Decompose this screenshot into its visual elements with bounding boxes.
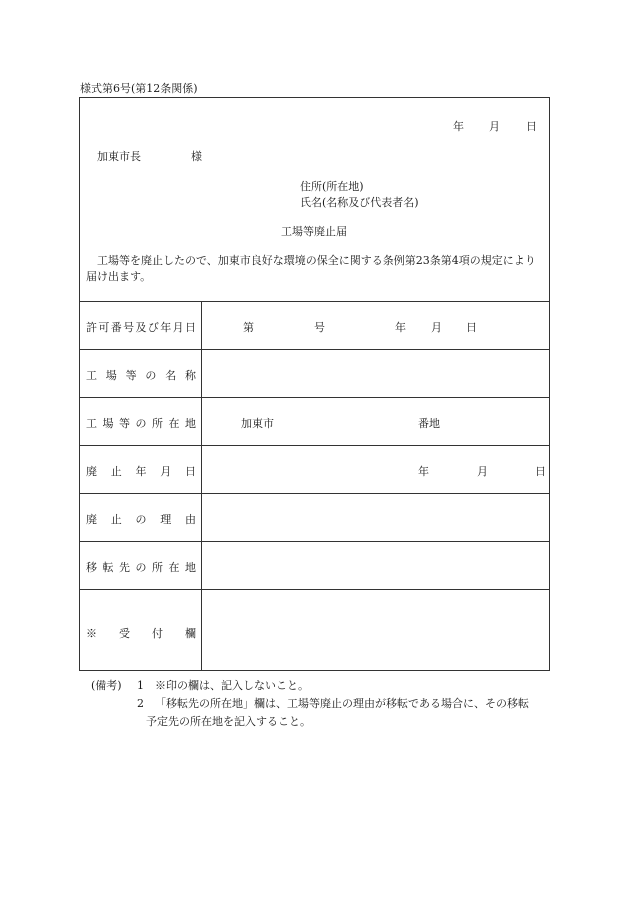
row-divider	[80, 541, 549, 542]
form-frame	[79, 97, 550, 671]
row-divider	[80, 445, 549, 446]
row-label-factory-location: 工場等の所在地	[86, 417, 196, 430]
addressee: 加東市長	[97, 150, 141, 163]
permit-no-suffix: 号	[314, 321, 325, 334]
location-city: 加東市	[241, 417, 274, 430]
permit-no-prefix: 第	[243, 321, 254, 334]
row-divider	[80, 397, 549, 398]
notes	[91, 677, 561, 731]
intro-text: 工場等を廃止したので、加東市良好な環境の保全に関する条例第23条第4項の規定により届け出ます。	[86, 254, 536, 283]
row-label-closure-date: 廃止年月日	[86, 465, 196, 478]
location-lot-label: 番地	[418, 417, 440, 430]
row-label-reception: ※受付欄	[86, 627, 196, 640]
row-label-relocation-address: 移転先の所在地	[86, 561, 196, 574]
date-day-label: 日	[526, 120, 537, 133]
note-number: 2	[137, 697, 144, 710]
note-number: 1	[137, 679, 144, 692]
form-label: 様式第6号(第12条関係)	[80, 82, 198, 95]
date-month-label: 月	[489, 120, 500, 133]
column-divider	[201, 301, 202, 670]
table-top-border	[80, 301, 549, 302]
permit-month-label: 月	[431, 321, 442, 334]
document-title: 工場等廃止届	[281, 225, 347, 238]
closure-day-label: 日	[535, 465, 546, 478]
row-divider	[80, 349, 549, 350]
note-text: 「移転先の所在地」欄は、工場等廃止の理由が移転である場合に、その移転	[155, 697, 529, 710]
row-divider	[80, 589, 549, 590]
row-divider	[80, 493, 549, 494]
permit-year-label: 年	[395, 321, 406, 334]
closure-month-label: 月	[477, 465, 488, 478]
addressee-honorific: 様	[191, 150, 202, 163]
note-text: ※印の欄は、記入しないこと。	[155, 679, 309, 692]
note-continuation: 予定先の所在地を記入すること。	[146, 715, 311, 728]
row-label-closure-reason: 廃止の理由	[86, 513, 196, 526]
date-year-label: 年	[453, 120, 464, 133]
row-label-factory-name: 工場等の名称	[86, 369, 196, 382]
row-label-permit: 許可番号及び年月日	[86, 321, 196, 334]
notes-heading: (備考)	[91, 679, 122, 692]
name-label: 氏名(名称及び代表者名)	[300, 196, 419, 209]
permit-day-label: 日	[466, 321, 477, 334]
closure-year-label: 年	[418, 465, 429, 478]
address-label: 住所(所在地)	[300, 180, 364, 193]
